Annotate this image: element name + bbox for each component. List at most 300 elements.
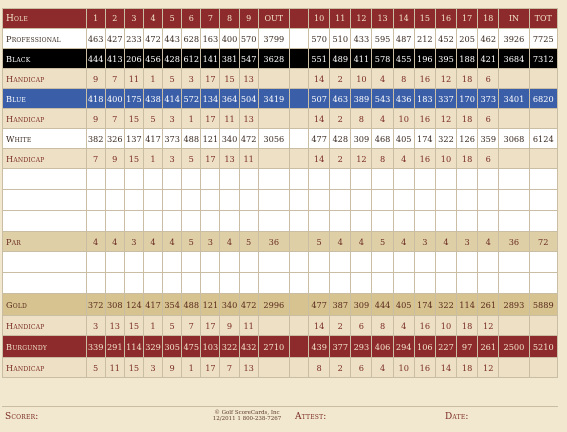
score-cell[interactable] xyxy=(163,273,182,294)
score-cell[interactable] xyxy=(239,169,258,190)
score-cell[interactable]: 12 xyxy=(435,109,456,129)
score-cell[interactable] xyxy=(239,211,258,232)
score-cell: 477 xyxy=(309,294,330,316)
gap-cell[interactable] xyxy=(289,211,308,232)
score-cell[interactable]: 7 xyxy=(86,149,105,169)
score-cell[interactable] xyxy=(435,273,456,294)
score-cell[interactable]: 16 xyxy=(414,109,435,129)
out-cell[interactable] xyxy=(258,252,289,273)
gap-cell[interactable] xyxy=(289,69,308,89)
score-cell: 163 xyxy=(201,29,220,49)
score-cell[interactable] xyxy=(143,252,162,273)
row-label[interactable]: Handicap xyxy=(3,316,87,336)
gap-cell[interactable] xyxy=(289,190,308,211)
score-cell[interactable]: 9 xyxy=(86,69,105,89)
score-cell[interactable] xyxy=(124,190,143,211)
score-cell[interactable] xyxy=(105,211,124,232)
score-cell: 174 xyxy=(414,129,435,149)
tot-cell[interactable] xyxy=(529,211,557,232)
score-cell[interactable]: 1 xyxy=(143,69,162,89)
score-cell[interactable]: 12 xyxy=(478,316,499,336)
score-cell[interactable]: 14 xyxy=(309,149,330,169)
score-cell[interactable]: 18 xyxy=(457,358,478,378)
score-cell[interactable]: 4 xyxy=(393,149,414,169)
score-cell[interactable] xyxy=(457,190,478,211)
score-cell[interactable]: 10 xyxy=(393,358,414,378)
score-cell[interactable]: 9 xyxy=(105,149,124,169)
score-cell[interactable] xyxy=(478,190,499,211)
row-label[interactable] xyxy=(3,169,87,190)
score-cell[interactable]: 16 xyxy=(414,69,435,89)
score-cell[interactable] xyxy=(182,169,201,190)
score-cell[interactable]: 10 xyxy=(435,316,456,336)
score-cell[interactable] xyxy=(372,190,393,211)
score-cell[interactable]: 17 xyxy=(201,109,220,129)
score-cell[interactable]: 8 xyxy=(309,358,330,378)
score-cell[interactable]: 1 xyxy=(182,109,201,129)
score-cell[interactable]: 8 xyxy=(372,316,393,336)
score-cell[interactable] xyxy=(105,190,124,211)
score-cell[interactable] xyxy=(86,190,105,211)
score-cell[interactable] xyxy=(201,252,220,273)
scorecard-table xyxy=(2,8,558,378)
row-label[interactable]: Handicap xyxy=(3,109,87,129)
score-cell: 188 xyxy=(457,49,478,69)
score-cell[interactable] xyxy=(163,190,182,211)
score-cell: 462 xyxy=(478,29,499,49)
score-cell[interactable]: 9 xyxy=(163,358,182,378)
score-cell[interactable] xyxy=(372,273,393,294)
score-cell[interactable] xyxy=(86,169,105,190)
score-cell: 477 xyxy=(309,129,330,149)
score-cell[interactable] xyxy=(351,273,372,294)
score-cell[interactable] xyxy=(309,190,330,211)
score-row xyxy=(3,69,558,89)
row-label[interactable] xyxy=(3,252,87,273)
score-cell[interactable] xyxy=(457,169,478,190)
score-cell[interactable]: 2 xyxy=(330,316,351,336)
score-cell[interactable]: 6 xyxy=(478,69,499,89)
score-cell[interactable] xyxy=(414,273,435,294)
score-cell[interactable] xyxy=(105,273,124,294)
score-cell[interactable]: 12 xyxy=(435,69,456,89)
out-cell[interactable] xyxy=(258,109,289,129)
out-cell[interactable] xyxy=(258,211,289,232)
score-cell[interactable]: 2 xyxy=(330,109,351,129)
score-cell: 261 xyxy=(478,336,499,358)
score-cell: 488 xyxy=(182,294,201,316)
score-cell[interactable] xyxy=(220,252,239,273)
score-cell[interactable] xyxy=(143,273,162,294)
score-cell[interactable]: 7 xyxy=(220,358,239,378)
score-cell[interactable] xyxy=(143,169,162,190)
score-row xyxy=(3,358,558,378)
score-cell[interactable]: 4 xyxy=(372,109,393,129)
score-cell: 106 xyxy=(414,336,435,358)
score-cell[interactable] xyxy=(220,273,239,294)
score-cell[interactable]: 14 xyxy=(435,358,456,378)
score-cell[interactable] xyxy=(163,252,182,273)
row-label[interactable]: Handicap xyxy=(3,69,87,89)
out-cell[interactable] xyxy=(258,358,289,378)
score-cell: 103 xyxy=(201,336,220,358)
in-header: IN xyxy=(499,9,529,29)
footer-row xyxy=(2,407,558,426)
score-cell: 468 xyxy=(372,129,393,149)
gap-cell[interactable] xyxy=(289,169,308,190)
tot-header: TOT xyxy=(529,9,557,29)
score-cell: 463 xyxy=(86,29,105,49)
score-cell: 124 xyxy=(124,294,143,316)
score-cell: 5 xyxy=(239,232,258,252)
score-cell[interactable] xyxy=(478,252,499,273)
in-cell[interactable] xyxy=(499,273,529,294)
score-cell[interactable] xyxy=(201,190,220,211)
score-cell[interactable]: 13 xyxy=(239,69,258,89)
out-cell[interactable] xyxy=(258,69,289,89)
score-cell[interactable]: 2 xyxy=(330,69,351,89)
in-cell[interactable] xyxy=(499,149,529,169)
in-cell[interactable] xyxy=(499,190,529,211)
score-cell[interactable] xyxy=(414,211,435,232)
score-cell[interactable] xyxy=(478,273,499,294)
score-cell[interactable]: 10 xyxy=(393,109,414,129)
score-cell: 443 xyxy=(163,29,182,49)
score-cell[interactable] xyxy=(330,211,351,232)
score-cell[interactable] xyxy=(86,273,105,294)
score-cell[interactable]: 5 xyxy=(163,316,182,336)
score-cell[interactable] xyxy=(239,252,258,273)
hole-13: 13 xyxy=(372,9,393,29)
gap-cell[interactable] xyxy=(289,252,308,273)
score-cell: 373 xyxy=(478,89,499,109)
out-cell: 2996 xyxy=(258,294,289,316)
tot-cell[interactable] xyxy=(529,109,557,129)
gap-cell[interactable] xyxy=(289,273,308,294)
gap-cell xyxy=(289,232,308,252)
row-label[interactable] xyxy=(3,211,87,232)
score-cell[interactable]: 16 xyxy=(414,149,435,169)
score-cell[interactable] xyxy=(182,252,201,273)
score-cell[interactable] xyxy=(309,211,330,232)
score-cell[interactable]: 14 xyxy=(309,109,330,129)
score-cell[interactable]: 11 xyxy=(239,316,258,336)
score-cell: 227 xyxy=(435,336,456,358)
score-cell[interactable]: 17 xyxy=(201,149,220,169)
score-cell: 183 xyxy=(414,89,435,109)
score-cell[interactable] xyxy=(393,190,414,211)
score-row xyxy=(3,49,558,69)
score-cell[interactable]: 7 xyxy=(105,69,124,89)
score-cell[interactable]: 11 xyxy=(220,109,239,129)
gap-cell xyxy=(289,9,308,29)
score-cell[interactable]: 14 xyxy=(309,316,330,336)
score-cell[interactable] xyxy=(435,252,456,273)
in-cell[interactable] xyxy=(499,358,529,378)
score-cell[interactable] xyxy=(201,211,220,232)
score-cell: 291 xyxy=(105,336,124,358)
score-cell: 354 xyxy=(163,294,182,316)
score-cell[interactable]: 16 xyxy=(414,358,435,378)
tot-cell[interactable] xyxy=(529,316,557,336)
score-cell: 174 xyxy=(414,294,435,316)
score-cell: 381 xyxy=(220,49,239,69)
gap-cell[interactable] xyxy=(289,149,308,169)
score-cell[interactable]: 1 xyxy=(143,149,162,169)
score-cell[interactable] xyxy=(124,273,143,294)
out-cell[interactable] xyxy=(258,149,289,169)
score-cell[interactable]: 5 xyxy=(143,109,162,129)
score-cell[interactable]: 11 xyxy=(239,149,258,169)
score-cell[interactable] xyxy=(330,252,351,273)
hole-10: 10 xyxy=(309,9,330,29)
score-cell: 572 xyxy=(182,89,201,109)
score-cell[interactable] xyxy=(182,273,201,294)
score-cell: 5 xyxy=(182,232,201,252)
score-cell[interactable] xyxy=(201,169,220,190)
in-cell[interactable] xyxy=(499,69,529,89)
score-cell: 326 xyxy=(105,129,124,149)
score-cell[interactable] xyxy=(351,211,372,232)
score-cell[interactable]: 8 xyxy=(351,109,372,129)
score-cell: 475 xyxy=(182,336,201,358)
hole-5: 5 xyxy=(163,9,182,29)
row-label[interactable] xyxy=(3,190,87,211)
score-cell[interactable]: 16 xyxy=(414,316,435,336)
score-cell[interactable] xyxy=(220,190,239,211)
score-cell[interactable] xyxy=(414,190,435,211)
score-cell[interactable] xyxy=(435,211,456,232)
tot-cell[interactable] xyxy=(529,273,557,294)
score-cell: 504 xyxy=(239,89,258,109)
score-cell: 387 xyxy=(330,294,351,316)
in-cell[interactable] xyxy=(499,252,529,273)
score-cell[interactable]: 2 xyxy=(330,358,351,378)
score-cell: 406 xyxy=(372,336,393,358)
tot-cell[interactable] xyxy=(529,190,557,211)
out-cell[interactable] xyxy=(258,273,289,294)
tot-cell[interactable] xyxy=(529,69,557,89)
score-cell[interactable] xyxy=(239,273,258,294)
in-cell[interactable] xyxy=(499,211,529,232)
score-cell[interactable] xyxy=(86,252,105,273)
score-cell: 472 xyxy=(239,294,258,316)
score-cell[interactable] xyxy=(372,252,393,273)
score-cell[interactable]: 5 xyxy=(163,69,182,89)
score-cell[interactable]: 6 xyxy=(351,316,372,336)
score-cell[interactable]: 15 xyxy=(124,316,143,336)
out-cell: 3628 xyxy=(258,49,289,69)
score-cell[interactable]: 18 xyxy=(457,316,478,336)
score-cell[interactable] xyxy=(478,169,499,190)
score-row xyxy=(3,252,558,273)
score-cell[interactable] xyxy=(124,252,143,273)
score-cell[interactable] xyxy=(393,273,414,294)
score-cell[interactable] xyxy=(309,169,330,190)
score-cell[interactable] xyxy=(457,252,478,273)
score-cell[interactable]: 15 xyxy=(124,358,143,378)
score-cell[interactable] xyxy=(182,211,201,232)
score-cell[interactable]: 13 xyxy=(220,149,239,169)
score-cell[interactable]: 14 xyxy=(309,69,330,89)
score-cell[interactable]: 6 xyxy=(478,109,499,129)
tot-cell: 7725 xyxy=(529,29,557,49)
score-cell[interactable] xyxy=(330,190,351,211)
score-cell: 427 xyxy=(105,29,124,49)
hole-4: 4 xyxy=(143,9,162,29)
score-cell[interactable] xyxy=(457,273,478,294)
score-cell[interactable] xyxy=(239,190,258,211)
score-cell[interactable] xyxy=(414,169,435,190)
tot-cell[interactable] xyxy=(529,149,557,169)
score-cell[interactable]: 1 xyxy=(143,316,162,336)
score-cell[interactable]: 3 xyxy=(86,316,105,336)
score-cell[interactable]: 10 xyxy=(351,69,372,89)
score-cell[interactable] xyxy=(105,252,124,273)
hole-14: 14 xyxy=(393,9,414,29)
score-cell[interactable]: 12 xyxy=(478,358,499,378)
in-cell: 3401 xyxy=(499,89,529,109)
score-cell[interactable] xyxy=(393,169,414,190)
score-cell[interactable]: 2 xyxy=(330,149,351,169)
score-cell[interactable]: 5 xyxy=(182,149,201,169)
score-cell[interactable]: 7 xyxy=(105,109,124,129)
in-cell: 36 xyxy=(499,232,529,252)
score-row xyxy=(3,232,558,252)
score-cell[interactable]: 3 xyxy=(163,149,182,169)
score-cell[interactable] xyxy=(105,169,124,190)
score-cell[interactable]: 8 xyxy=(393,69,414,89)
hole-11: 11 xyxy=(330,9,351,29)
score-cell[interactable]: 10 xyxy=(435,149,456,169)
score-cell[interactable] xyxy=(330,169,351,190)
tot-cell[interactable] xyxy=(529,358,557,378)
score-cell[interactable] xyxy=(372,211,393,232)
score-cell: 405 xyxy=(393,294,414,316)
score-cell[interactable]: 3 xyxy=(143,358,162,378)
row-label[interactable]: Handicap xyxy=(3,358,87,378)
score-cell: 5 xyxy=(372,232,393,252)
score-cell[interactable] xyxy=(163,169,182,190)
score-cell: 382 xyxy=(86,129,105,149)
score-cell[interactable]: 13 xyxy=(105,316,124,336)
score-cell[interactable]: 13 xyxy=(239,109,258,129)
score-cell[interactable] xyxy=(143,190,162,211)
score-cell: 309 xyxy=(351,129,372,149)
score-cell[interactable] xyxy=(351,190,372,211)
tot-cell: 7312 xyxy=(529,49,557,69)
score-cell[interactable]: 4 xyxy=(372,69,393,89)
gap-cell xyxy=(289,29,308,49)
row-label[interactable] xyxy=(3,273,87,294)
score-cell[interactable]: 17 xyxy=(201,69,220,89)
score-cell[interactable]: 8 xyxy=(372,149,393,169)
in-cell[interactable] xyxy=(499,316,529,336)
score-cell[interactable] xyxy=(182,190,201,211)
score-cell[interactable] xyxy=(457,211,478,232)
score-cell[interactable] xyxy=(201,273,220,294)
score-cell: 364 xyxy=(220,89,239,109)
score-cell[interactable] xyxy=(435,169,456,190)
score-cell[interactable]: 3 xyxy=(163,109,182,129)
in-cell[interactable] xyxy=(499,169,529,190)
score-cell[interactable] xyxy=(414,252,435,273)
score-cell: 433 xyxy=(351,29,372,49)
hole-header: Hole xyxy=(3,9,87,29)
score-cell[interactable] xyxy=(124,211,143,232)
score-cell[interactable]: 12 xyxy=(351,149,372,169)
score-cell[interactable] xyxy=(163,211,182,232)
score-cell[interactable]: 18 xyxy=(457,69,478,89)
score-cell[interactable] xyxy=(351,252,372,273)
score-cell[interactable]: 13 xyxy=(239,358,258,378)
score-cell[interactable]: 18 xyxy=(457,149,478,169)
score-cell[interactable]: 4 xyxy=(372,358,393,378)
score-cell[interactable] xyxy=(330,273,351,294)
score-cell[interactable]: 4 xyxy=(393,316,414,336)
gap-cell[interactable] xyxy=(289,316,308,336)
score-cell[interactable]: 9 xyxy=(86,109,105,129)
score-cell[interactable] xyxy=(393,252,414,273)
score-cell[interactable]: 6 xyxy=(351,358,372,378)
gap-cell[interactable] xyxy=(289,109,308,129)
score-cell[interactable]: 15 xyxy=(124,149,143,169)
out-cell[interactable] xyxy=(258,190,289,211)
score-cell[interactable] xyxy=(393,211,414,232)
score-cell[interactable]: 5 xyxy=(86,358,105,378)
in-cell[interactable] xyxy=(499,109,529,129)
score-cell[interactable]: 15 xyxy=(220,69,239,89)
score-cell[interactable]: 9 xyxy=(220,316,239,336)
score-row xyxy=(3,109,558,129)
score-cell[interactable]: 17 xyxy=(201,316,220,336)
score-cell[interactable]: 18 xyxy=(457,109,478,129)
tot-cell: 5210 xyxy=(529,336,557,358)
hole-17: 17 xyxy=(457,9,478,29)
score-cell[interactable] xyxy=(86,211,105,232)
score-cell[interactable] xyxy=(372,169,393,190)
out-cell[interactable] xyxy=(258,316,289,336)
score-cell[interactable]: 1 xyxy=(182,358,201,378)
score-row xyxy=(3,211,558,232)
score-row xyxy=(3,89,558,109)
score-cell[interactable] xyxy=(309,273,330,294)
score-cell[interactable] xyxy=(351,169,372,190)
score-cell[interactable] xyxy=(478,211,499,232)
row-label[interactable]: Handicap xyxy=(3,149,87,169)
score-cell[interactable] xyxy=(435,190,456,211)
score-cell[interactable] xyxy=(220,169,239,190)
score-cell[interactable]: 17 xyxy=(201,358,220,378)
score-cell[interactable] xyxy=(124,169,143,190)
gap-cell[interactable] xyxy=(289,358,308,378)
score-cell: 121 xyxy=(201,294,220,316)
score-cell[interactable]: 11 xyxy=(124,69,143,89)
score-cell[interactable]: 3 xyxy=(182,69,201,89)
tot-cell[interactable] xyxy=(529,252,557,273)
score-cell[interactable]: 6 xyxy=(478,149,499,169)
score-cell[interactable] xyxy=(220,211,239,232)
score-cell[interactable] xyxy=(143,211,162,232)
score-cell[interactable]: 11 xyxy=(105,358,124,378)
score-cell: 141 xyxy=(201,49,220,69)
score-cell: 4 xyxy=(393,232,414,252)
score-cell[interactable] xyxy=(309,252,330,273)
score-cell[interactable]: 15 xyxy=(124,109,143,129)
out-cell[interactable] xyxy=(258,169,289,190)
score-cell[interactable]: 7 xyxy=(182,316,201,336)
tot-cell[interactable] xyxy=(529,169,557,190)
